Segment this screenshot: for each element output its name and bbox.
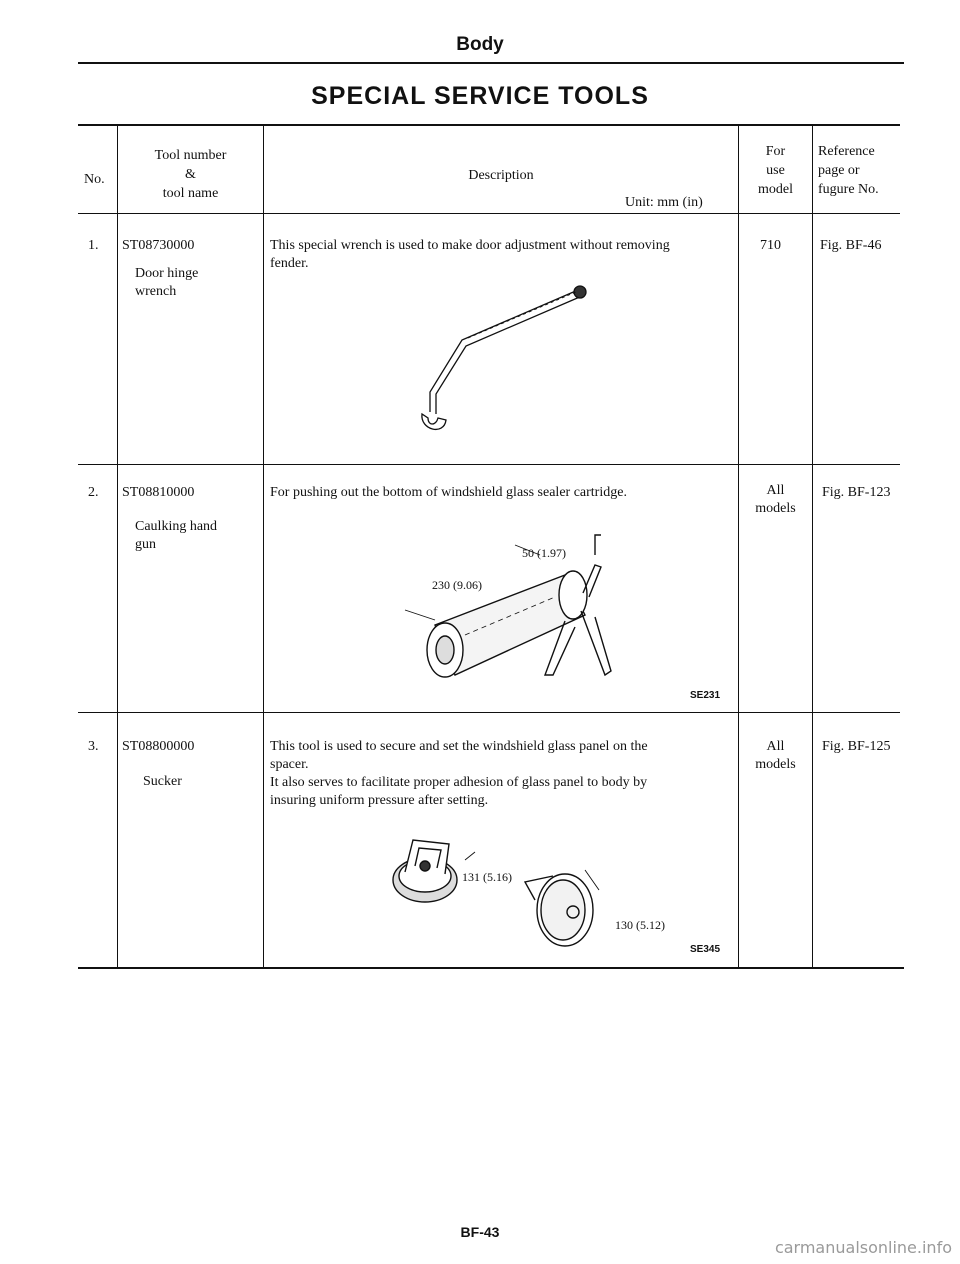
row-divider-1 — [78, 464, 900, 465]
model-line2: models — [755, 757, 796, 772]
tool-number: ST08730000 — [122, 238, 195, 253]
row-number: 2. — [88, 485, 99, 500]
header-ref-line2: page or — [818, 163, 860, 178]
header-bottom-rule — [78, 213, 900, 214]
header-use-line2: use — [766, 163, 785, 178]
model — [739, 482, 812, 518]
tool-name-line: gun — [135, 537, 156, 552]
header-unit: Unit: mm (in) — [625, 195, 703, 210]
description-line: spacer. — [270, 757, 309, 772]
header-tool-line2: & — [185, 167, 196, 182]
description-line: insuring uniform pressure after setting. — [270, 793, 489, 808]
header-ref-line3: fugure No. — [818, 182, 879, 197]
tool-name — [135, 518, 217, 554]
watermark: carmanualsonline.info — [774, 1238, 952, 1257]
tool-description: For pushing out the bottom of windshield glass sealer cartridge. — [270, 485, 627, 500]
figure-code: SE345 — [690, 944, 721, 955]
table-top-rule — [78, 124, 900, 126]
header-no: No. — [84, 172, 105, 187]
header-tool-line1: Tool number — [154, 148, 227, 163]
door-hinge-wrench-illustration — [400, 280, 600, 450]
col-divider-1 — [117, 124, 118, 968]
section-title: Body — [456, 34, 504, 55]
reference: Fig. BF-46 — [820, 238, 882, 253]
model-line1: 710 — [760, 238, 781, 253]
header-reference — [818, 142, 879, 199]
tool-number: ST08810000 — [122, 485, 195, 500]
model-line1: All — [766, 483, 785, 498]
header-tool-line3: tool name — [162, 186, 219, 201]
header-rule — [78, 62, 904, 64]
model-line2: models — [755, 501, 796, 516]
tool-name-line: wrench — [135, 284, 177, 299]
model-line1: All — [766, 739, 785, 754]
dimension-label: 130 (5.12) — [615, 918, 665, 932]
table-bottom-rule — [78, 967, 904, 969]
caulking-gun-illustration — [395, 525, 635, 695]
model — [739, 738, 812, 774]
header-use-line1: For — [765, 144, 786, 159]
header-ref-line1: Reference — [818, 144, 875, 159]
figure-code: SE231 — [690, 690, 721, 701]
header-use-line3: model — [758, 182, 793, 197]
tool-name-line: Caulking hand — [135, 519, 218, 534]
sucker-illustration — [385, 830, 615, 960]
tool-name — [135, 265, 198, 301]
header-tool — [118, 146, 263, 203]
page-number: BF-43 — [460, 1224, 500, 1240]
description-line: This tool is used to secure and set the windshield glass panel on the — [270, 739, 648, 754]
row-number: 1. — [88, 238, 99, 253]
col-divider-2 — [263, 124, 264, 968]
tool-name: Sucker — [143, 774, 182, 789]
row-number: 3. — [88, 739, 99, 754]
description-line: It also serves to facilitate proper adhesion of glass panel to body by — [270, 775, 648, 790]
reference: Fig. BF-125 — [822, 739, 891, 754]
description-line: fender. — [270, 256, 309, 271]
col-divider-3 — [738, 124, 739, 968]
reference: Fig. BF-123 — [822, 485, 891, 500]
header-description: Description — [468, 168, 534, 183]
row-divider-2 — [78, 712, 900, 713]
tool-description — [270, 237, 670, 273]
dimension-label: 131 (5.16) — [462, 870, 512, 884]
dimension-label: 50 (1.97) — [522, 546, 566, 560]
header-use-model — [739, 142, 812, 199]
page-title: SPECIAL SERVICE TOOLS — [311, 82, 649, 110]
dimension-label: 230 (9.06) — [432, 578, 482, 592]
tool-description — [270, 738, 648, 810]
description-line: This special wrench is used to make door adjustment without removing — [270, 238, 670, 253]
col-divider-4 — [812, 124, 813, 968]
tool-number: ST08800000 — [122, 739, 195, 754]
tool-name-line: Door hinge — [135, 266, 199, 281]
